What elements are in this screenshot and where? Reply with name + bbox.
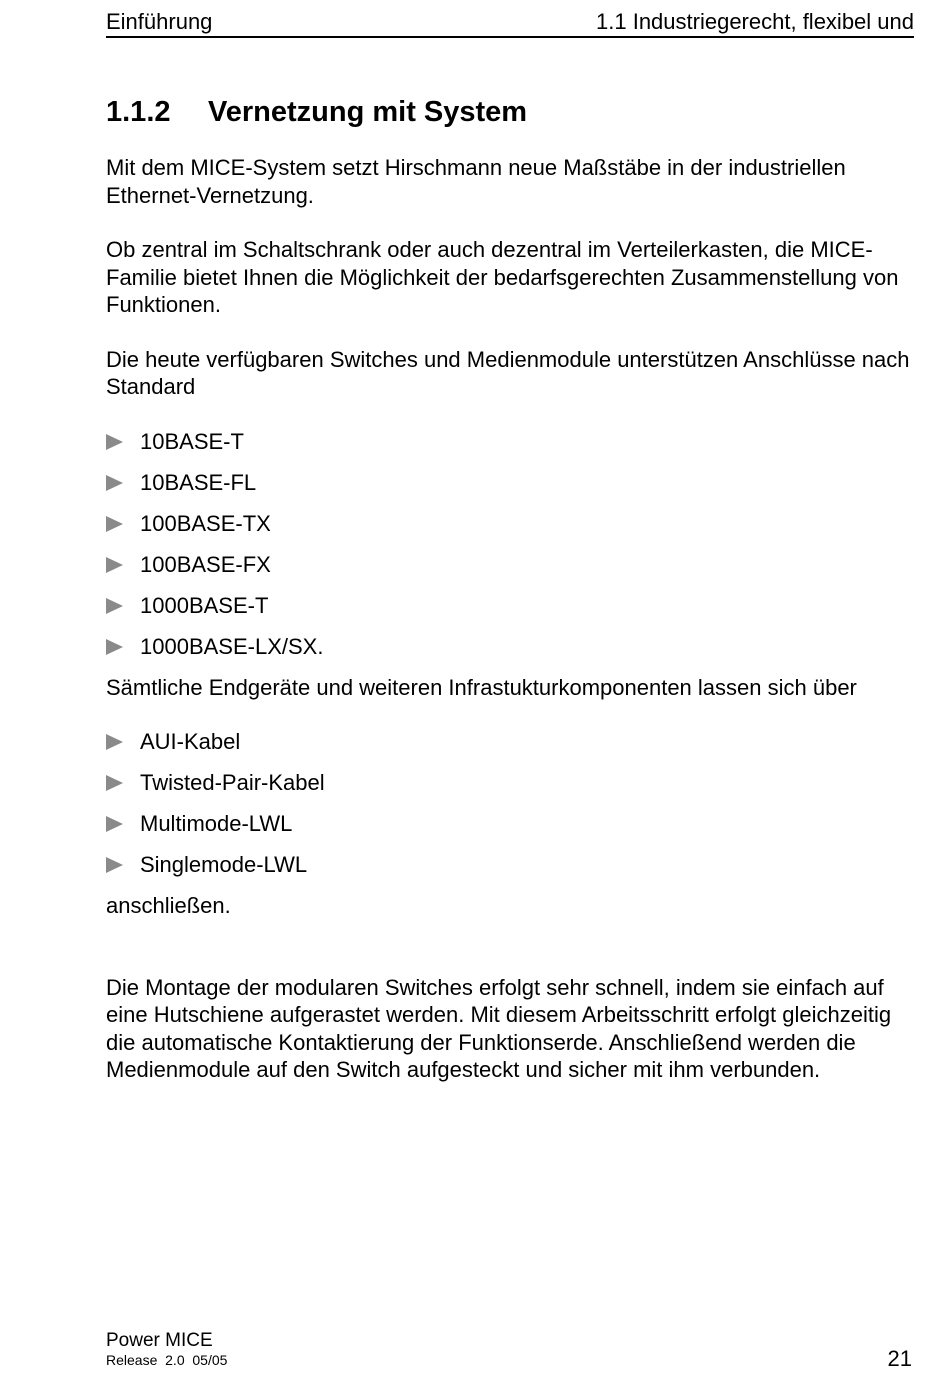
bullet-arrow-icon [106, 598, 123, 614]
bullet-arrow-icon [106, 639, 123, 655]
paragraph-mounting: Die Montage der modularen Switches erfolgt sehr schnell, indem sie einfach auf eine Hutschiene aufgerastet werden. Mit diesem Arbeitsschritt erfolgt gleichzeitig die automatische Kontaktierung der Funktionserde. Anschließend werden die Medienmodule auf den Switch aufgesteckt und sicher mit ihm verbunden. [106, 974, 892, 1082]
footer-release: Release 2.0 05/05 [106, 1352, 228, 1368]
paragraph-intro: Mit dem MICE-System setzt Hirschmann neue Maßstäbe in der industriellen Ethernet-Vernetzung. [106, 155, 846, 208]
section-title: Vernetzung mit System [208, 96, 528, 128]
list-item [106, 510, 914, 551]
bullet-arrow-icon [106, 816, 123, 832]
section-number: 1.1.2 [106, 96, 171, 128]
list-item-label: Twisted-Pair-Kabel [140, 770, 325, 795]
list-item [106, 810, 914, 851]
section-heading [106, 94, 914, 130]
bullet-arrow-icon [106, 734, 123, 750]
page-footer [106, 1330, 227, 1369]
list-item-label: 1000BASE-LX/SX. [140, 633, 324, 659]
paragraph-standards-intro: Die heute verfügbaren Switches und Medienmodule unterstützen Anschlüsse nach Standard [106, 346, 910, 399]
list-item [106, 592, 914, 633]
bullet-arrow-icon [106, 857, 123, 873]
standards-list [106, 428, 914, 674]
bullet-arrow-icon [106, 516, 123, 532]
header-section: 1.1 Industriegerecht, flexibel und [596, 9, 914, 34]
list-item [106, 428, 914, 469]
list-item-label: 10BASE-FL [140, 469, 257, 495]
bullet-arrow-icon [106, 557, 123, 573]
list-item-label: Multimode-LWL [140, 811, 293, 836]
bullet-arrow-icon [106, 475, 123, 491]
header-chapter: Einführung [106, 9, 213, 34]
list-item-label: AUI-Kabel [140, 729, 241, 754]
page-header [106, 6, 914, 38]
list-item-label: 10BASE-T [140, 428, 244, 454]
paragraph-family: Ob zentral im Schaltschrank oder auch dezentral im Verteilerkasten, die MICE-Familie bietet Ihnen die Möglichkeit der bedarfsgerechten Zusammenstellung von Funktionen. [106, 237, 899, 317]
list-item [106, 633, 914, 674]
page-content [106, 94, 914, 1111]
list-item-label: Singlemode-LWL [140, 852, 308, 877]
list-item-label: 1000BASE-T [140, 592, 269, 618]
cables-list [106, 728, 914, 892]
list-item [106, 551, 914, 592]
list-item [106, 851, 914, 892]
list-item [106, 469, 914, 510]
bullet-arrow-icon [106, 775, 123, 791]
footer-product: Power MICE [106, 1330, 213, 1351]
list-item-label: 100BASE-TX [140, 510, 271, 536]
page-number: 21 [887, 1346, 912, 1371]
list-item [106, 728, 914, 769]
list-item [106, 769, 914, 810]
list-item-label: 100BASE-FX [140, 551, 271, 577]
paragraph-connect: anschließen. [106, 893, 231, 918]
bullet-arrow-icon [106, 434, 123, 450]
paragraph-devices-intro: Sämtliche Endgeräte und weiteren Infrastukturkomponenten lassen sich über [106, 674, 857, 700]
